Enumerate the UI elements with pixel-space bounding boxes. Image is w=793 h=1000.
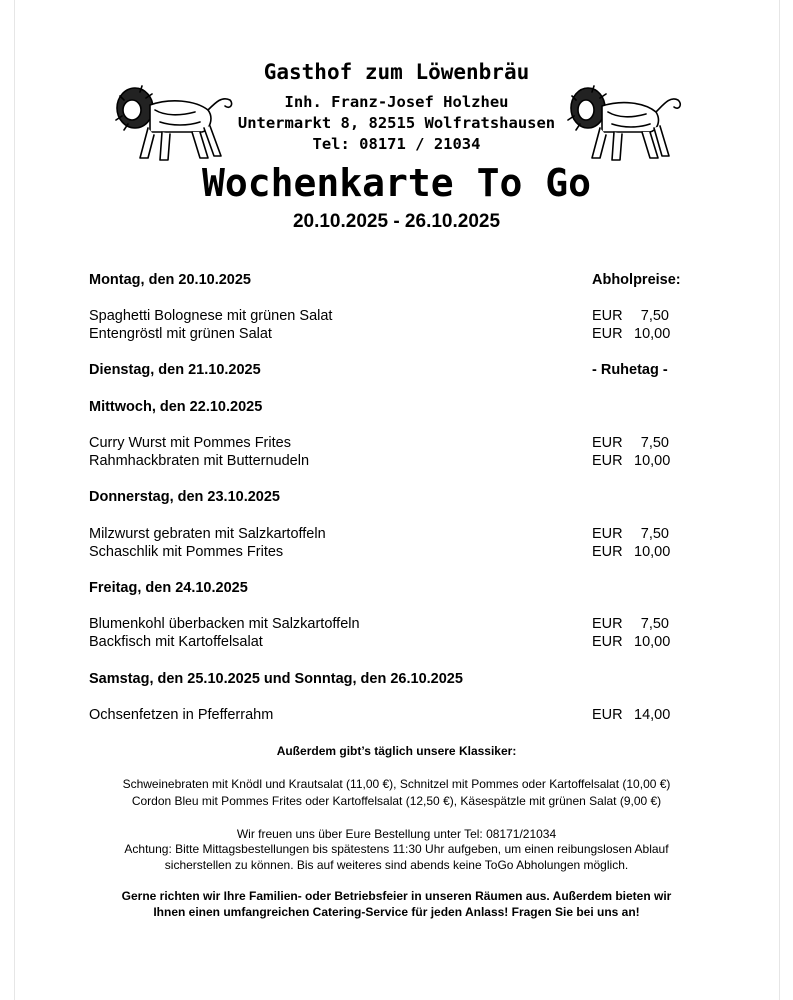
currency-label: EUR: [592, 616, 623, 632]
address-line: Untermarkt 8, 82515 Wolfratshausen: [237, 114, 556, 132]
price-amount: 10,00: [634, 544, 671, 560]
order-notice-line: Achtung: Bitte Mittagsbestellungen bis spätestens 11:30 Uhr aufgeben, um einen reibungslosen Ablauf: [124, 842, 669, 856]
dish-name: Rahmhackbraten mit Butternudeln: [89, 453, 310, 469]
price-column-header: Abholpreise:: [592, 272, 681, 288]
day-heading-wednesday: Mittwoch, den 22.10.2025: [89, 399, 263, 415]
price-amount: 7,50: [640, 435, 669, 451]
price-amount: 10,00: [634, 634, 671, 650]
currency-label: EUR: [592, 453, 623, 469]
price-amount: 10,00: [634, 453, 671, 469]
currency-label: EUR: [592, 707, 623, 723]
catering-line: Gerne richten wir Ihre Familien- oder Betriebsfeier in unseren Räumen aus. Außerdem bieten wir: [121, 889, 672, 903]
currency-label: EUR: [592, 634, 623, 650]
order-phone-line: Wir freuen uns über Eure Bestellung unter Tel: 08171/21034: [236, 827, 557, 841]
order-notice-line: sicherstellen zu können. Bis auf weiteres sind abends keine ToGo Abholungen möglich.: [164, 858, 629, 872]
dish-name: Curry Wurst mit Pommes Frites: [89, 435, 291, 451]
catering-line: Ihnen einen umfangreichen Catering-Service für jeden Anlass! Fragen Sie bei uns an!: [153, 905, 640, 919]
dish-price: [592, 453, 669, 469]
price-amount: 7,50: [640, 308, 669, 324]
day-heading-thursday: Donnerstag, den 23.10.2025: [89, 489, 280, 505]
currency-label: EUR: [592, 308, 623, 324]
owner-line: Inh. Franz-Josef Holzheu: [284, 93, 509, 111]
price-amount: 7,50: [640, 526, 669, 542]
dish-price: [592, 526, 669, 542]
classics-line: Schweinebraten mit Knödl und Krautsalat (11,00 €), Schnitzel mit Pommes oder Kartoffelsalat (10,00 €): [122, 777, 671, 791]
price-amount: 10,00: [634, 326, 671, 342]
phone-line: Tel: 08171 / 21034: [312, 135, 481, 153]
day-heading-weekend: Samstag, den 25.10.2025 und Sonntag, den 26.10.2025: [89, 671, 463, 687]
dish-name: Schaschlik mit Pommes Frites: [89, 544, 284, 560]
dish-name: Ochsenfetzen in Pfefferrahm: [89, 707, 274, 723]
dish-price: [592, 634, 669, 650]
dish-name: Spaghetti Bolognese mit grünen Salat: [89, 308, 333, 324]
dish-price: [592, 616, 669, 632]
classics-heading: Außerdem gibt’s täglich unsere Klassiker:: [276, 744, 517, 758]
dish-name: Backfisch mit Kartoffelsalat: [89, 634, 263, 650]
price-amount: 7,50: [640, 616, 669, 632]
dish-price: [592, 544, 669, 560]
currency-label: EUR: [592, 435, 623, 451]
dish-price: [592, 308, 669, 324]
currency-label: EUR: [592, 326, 623, 342]
menu-title: Wochenkarte To Go: [202, 161, 591, 205]
closed-day-note: - Ruhetag -: [592, 362, 668, 378]
dish-name: Milzwurst gebraten mit Salzkartoffeln: [89, 526, 326, 542]
dish-name: Entengröstl mit grünen Salat: [89, 326, 272, 342]
dish-price: [592, 326, 669, 342]
day-heading-monday: Montag, den 20.10.2025: [89, 272, 251, 288]
currency-label: EUR: [592, 526, 623, 542]
dish-price: [592, 707, 669, 723]
classics-line: Cordon Bleu mit Pommes Frites oder Kartoffelsalat (12,50 €), Käsespätzle mit grünen Salat (9,00 €): [131, 794, 662, 808]
price-amount: 14,00: [634, 707, 671, 723]
restaurant-name: Gasthof zum Löwenbräu: [263, 60, 530, 84]
day-heading-friday: Freitag, den 24.10.2025: [89, 580, 248, 596]
day-heading-tuesday: Dienstag, den 21.10.2025: [89, 362, 261, 378]
currency-label: EUR: [592, 544, 623, 560]
date-range: 20.10.2025 - 26.10.2025: [292, 211, 501, 232]
dish-price: [592, 435, 669, 451]
dish-name: Blumenkohl überbacken mit Salzkartoffeln: [89, 616, 360, 632]
